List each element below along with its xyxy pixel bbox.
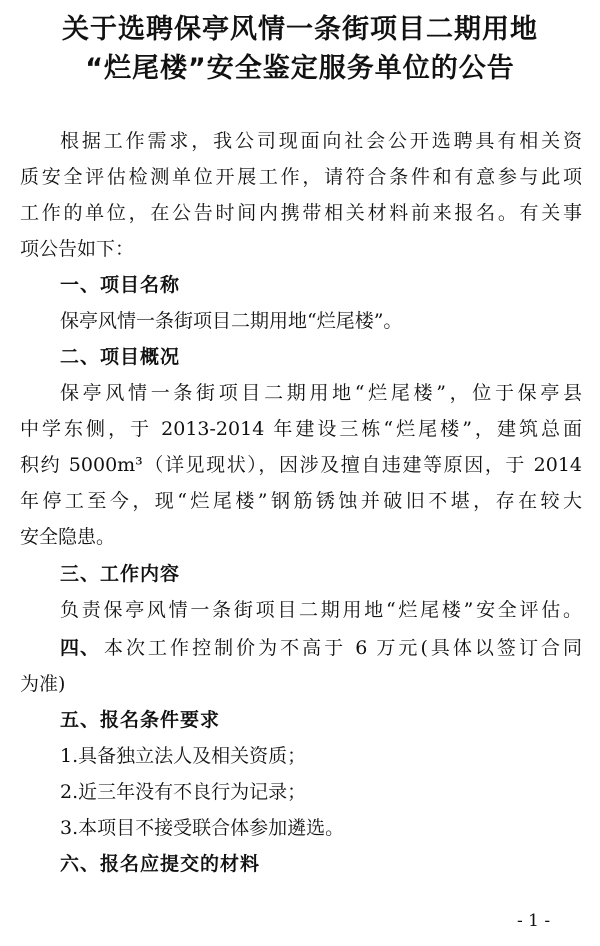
- overview-line-3: 积约 5000m³（详见现状），因涉及擅自违建等原因，于 2014: [20, 454, 582, 476]
- section-heading-project-name: 一、项目名称: [60, 274, 181, 296]
- document-title-line-1: 关于选聘保亭风情一条街项目二期用地: [62, 14, 538, 45]
- section-heading-price-number: 四、: [60, 637, 101, 659]
- requirement-item-3: 3.本项目不接受联合体参加遴选。: [60, 817, 345, 839]
- overview-line-2: 中学东侧，于 2013-2014 年建设三栋“烂尾楼”，建筑总面: [20, 418, 582, 440]
- requirement-item-1: 1.具备独立法人及相关资质；: [60, 745, 307, 767]
- section-heading-materials: 六、报名应提交的材料: [60, 853, 261, 875]
- price-control-line-2: 为准): [20, 673, 66, 695]
- intro-line-2: 质安全评估检测单位开展工作，请符合条件和有意参与此项: [20, 166, 582, 188]
- document-title-line-2: “烂尾楼”安全鉴定服务单位的公告: [85, 53, 515, 84]
- requirement-item-2: 2.近三年没有不良行为记录；: [60, 781, 307, 803]
- overview-line-1: 保亭风情一条街项目二期用地“烂尾楼”，位于保亭县: [60, 382, 582, 404]
- section-heading-project-overview: 二、项目概况: [60, 346, 181, 368]
- section-heading-work-content: 三、工作内容: [60, 563, 181, 585]
- section-heading-requirements: 五、报名条件要求: [60, 709, 221, 731]
- price-control-line-1: 本次工作控制价为不高于 6 万元(具体以签订合同: [104, 637, 582, 659]
- page-number: - 1 -: [517, 911, 551, 931]
- section-project-name-text: 保亭风情一条街项目二期用地“烂尾楼”。: [60, 310, 403, 332]
- intro-line-1: 根据工作需求，我公司现面向社会公开选聘具有相关资: [60, 130, 582, 152]
- overview-line-4: 年停工至今，现“烂尾楼”钢筋锈蚀并破旧不堪，存在较大: [20, 490, 582, 512]
- work-content-text: 负责保亭风情一条街项目二期用地“烂尾楼”安全评估。: [60, 599, 582, 621]
- intro-line-3: 工作的单位，在公告时间内携带相关材料前来报名。有关事: [20, 202, 582, 224]
- intro-line-4: 项公告如下：: [20, 238, 135, 260]
- overview-line-5: 安全隐患。: [20, 526, 116, 548]
